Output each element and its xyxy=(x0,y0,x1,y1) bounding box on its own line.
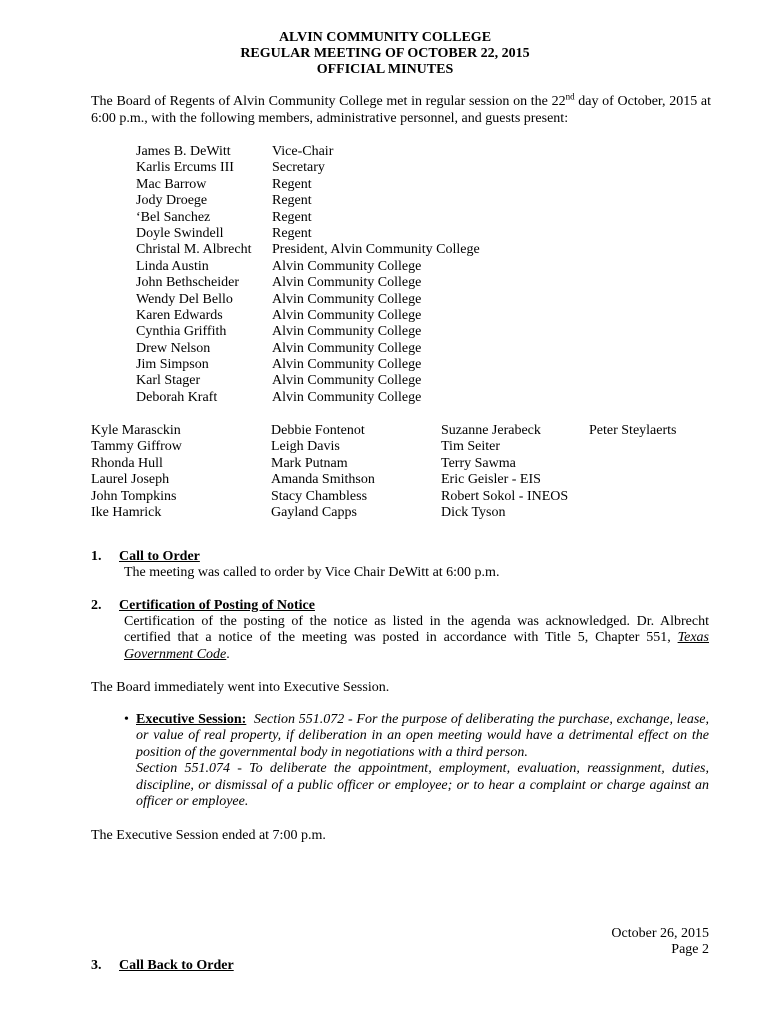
attendee-name: Christal M. Albrecht xyxy=(136,242,252,258)
meeting-title: REGULAR MEETING OF OCTOBER 22, 2015 xyxy=(240,46,530,61)
guest-name: Leigh Davis xyxy=(271,439,340,455)
attendee-name: Doyle Swindell xyxy=(136,225,224,241)
guest-name: Terry Sawma xyxy=(441,455,516,471)
section-2-number: 2. xyxy=(91,598,102,613)
attendee-role: Regent xyxy=(272,225,312,241)
attendee-row xyxy=(136,390,480,406)
attendee-role: Vice-Chair xyxy=(272,144,334,159)
attendee-row xyxy=(136,144,480,160)
attendee-name: Karen Edwards xyxy=(136,307,223,323)
attendee-row xyxy=(136,242,480,258)
section-1-number: 1. xyxy=(91,549,102,564)
guest-name: Tammy Giffrow xyxy=(91,439,182,455)
page-footer xyxy=(611,926,709,958)
section-551-074-text: Section 551.074 - To deliberate the appointment, employment, evaluation, reassignment, duties, discipline, or dismissal of a public officer or employee; or to hear a complaint or charge against an officer or employee. xyxy=(136,761,709,810)
exec-session-intro: The Board immediately went into Executive Session. xyxy=(91,680,390,695)
guest-name: Stacy Chambless xyxy=(271,488,368,504)
guest-name: Suzanne Jerabeck xyxy=(441,423,541,438)
attendee-role: President, Alvin Community College xyxy=(272,242,480,258)
attendee-row xyxy=(136,177,480,193)
guest-name: Eric Geisler - EIS xyxy=(441,472,541,488)
attendee-name: Cynthia Griffith xyxy=(136,324,227,340)
attendee-name: Jody Droege xyxy=(136,193,208,209)
footer-date: October 26, 2015 xyxy=(611,926,709,941)
college-name: ALVIN COMMUNITY COLLEGE xyxy=(278,30,492,45)
attendee-row xyxy=(136,275,480,291)
attendee-name: Deborah Kraft xyxy=(136,389,218,405)
executive-session-item xyxy=(124,712,709,810)
guest-name: Tim Seiter xyxy=(441,439,500,455)
attendee-name: John Bethscheider xyxy=(136,275,240,291)
attendee-role: Alvin Community College xyxy=(272,307,422,323)
guest-name: Debbie Fontenot xyxy=(271,423,365,438)
attendee-role: Regent xyxy=(272,209,312,225)
attendees-list xyxy=(136,144,480,406)
guest-name: Laurel Joseph xyxy=(91,472,170,488)
attendee-name: Jim Simpson xyxy=(136,357,209,373)
attendee-role: Regent xyxy=(272,176,312,192)
page-number: Page 2 xyxy=(671,942,709,957)
attendee-role: Regent xyxy=(272,193,312,209)
attendee-role: Alvin Community College xyxy=(272,357,422,373)
section-3-number: 3. xyxy=(91,958,102,973)
guest-name: Mark Putnam xyxy=(271,455,348,471)
attendee-name: Drew Nelson xyxy=(136,340,211,356)
guest-name: Dick Tyson xyxy=(441,504,506,520)
attendee-role: Alvin Community College xyxy=(272,258,422,274)
attendee-row xyxy=(136,259,480,275)
attendee-role: Alvin Community College xyxy=(272,324,422,340)
attendee-role: Alvin Community College xyxy=(272,340,422,356)
section-2-body: Certification of the posting of the notice as listed in the agenda was acknowledged. Dr. Albrecht certified that a notice of the meeting was posted in accordance with Title 5, Chapter 551, Texas Government Code. xyxy=(124,614,709,662)
attendee-row xyxy=(136,324,480,340)
attendee-row xyxy=(136,210,480,226)
attendee-row xyxy=(136,357,480,373)
guest-name: Kyle Marasckin xyxy=(91,423,181,438)
document-header xyxy=(0,30,770,78)
attendee-row xyxy=(136,226,480,242)
attendee-role: Alvin Community College xyxy=(272,291,422,307)
guests-column-1 xyxy=(91,423,182,521)
section-1-body: The meeting was called to order by Vice Chair DeWitt at 6:00 p.m. xyxy=(124,565,500,580)
executive-session-label: Executive Session: xyxy=(136,712,247,727)
bullet-icon: • xyxy=(124,712,129,727)
attendee-role: Alvin Community College xyxy=(272,373,422,389)
section-3-title: Call Back to Order xyxy=(119,958,234,973)
guest-name: Peter Steylaerts xyxy=(589,423,677,438)
guest-name: John Tompkins xyxy=(91,488,177,504)
section-551-072-text: Section 551.072 - For the purpose of deliberating the purchase, exchange, lease, or value of real property, if deliberation in an open meeting would have a detrimental effect on the position of the governmental body in negotiations with a third person. xyxy=(136,712,709,760)
attendee-name: Karlis Ercums III xyxy=(136,160,234,176)
guest-name: Rhonda Hull xyxy=(91,455,163,471)
attendee-row xyxy=(136,292,480,308)
guests-column-3 xyxy=(441,423,568,521)
guests-column-2 xyxy=(271,423,375,521)
guest-name: Amanda Smithson xyxy=(271,472,375,488)
intro-paragraph: The Board of Regents of Alvin Community College met in regular session on the 22nd day of October, 2015 at 6:00 p.m., with the following members, administrative personnel, and guests present: xyxy=(91,91,711,126)
attendee-name: Mac Barrow xyxy=(136,176,207,192)
texas-government-code-reference: Texas Government Code xyxy=(124,630,709,662)
minutes-label: OFFICIAL MINUTES xyxy=(316,62,454,77)
attendee-row xyxy=(136,373,480,389)
guests-column-4 xyxy=(589,423,676,439)
attendee-name: Karl Stager xyxy=(136,373,201,389)
attendee-row xyxy=(136,308,480,324)
attendee-row xyxy=(136,193,480,209)
guest-name: Gayland Capps xyxy=(271,504,357,520)
attendee-name: Linda Austin xyxy=(136,258,209,274)
attendee-role: Secretary xyxy=(272,160,325,176)
attendee-name: James B. DeWitt xyxy=(136,144,231,159)
guest-name: Ike Hamrick xyxy=(91,504,162,520)
section-1-title: Call to Order xyxy=(119,549,200,564)
attendee-name: Wendy Del Bello xyxy=(136,291,233,307)
attendee-row xyxy=(136,160,480,176)
attendee-row xyxy=(136,341,480,357)
attendee-name: ‘Bel Sanchez xyxy=(136,209,211,225)
guest-name: Robert Sokol - INEOS xyxy=(441,488,569,504)
attendee-role: Alvin Community College xyxy=(272,389,422,405)
exec-session-end: The Executive Session ended at 7:00 p.m. xyxy=(91,828,326,843)
section-2-title: Certification of Posting of Notice xyxy=(119,598,315,613)
attendee-role: Alvin Community College xyxy=(272,275,422,291)
